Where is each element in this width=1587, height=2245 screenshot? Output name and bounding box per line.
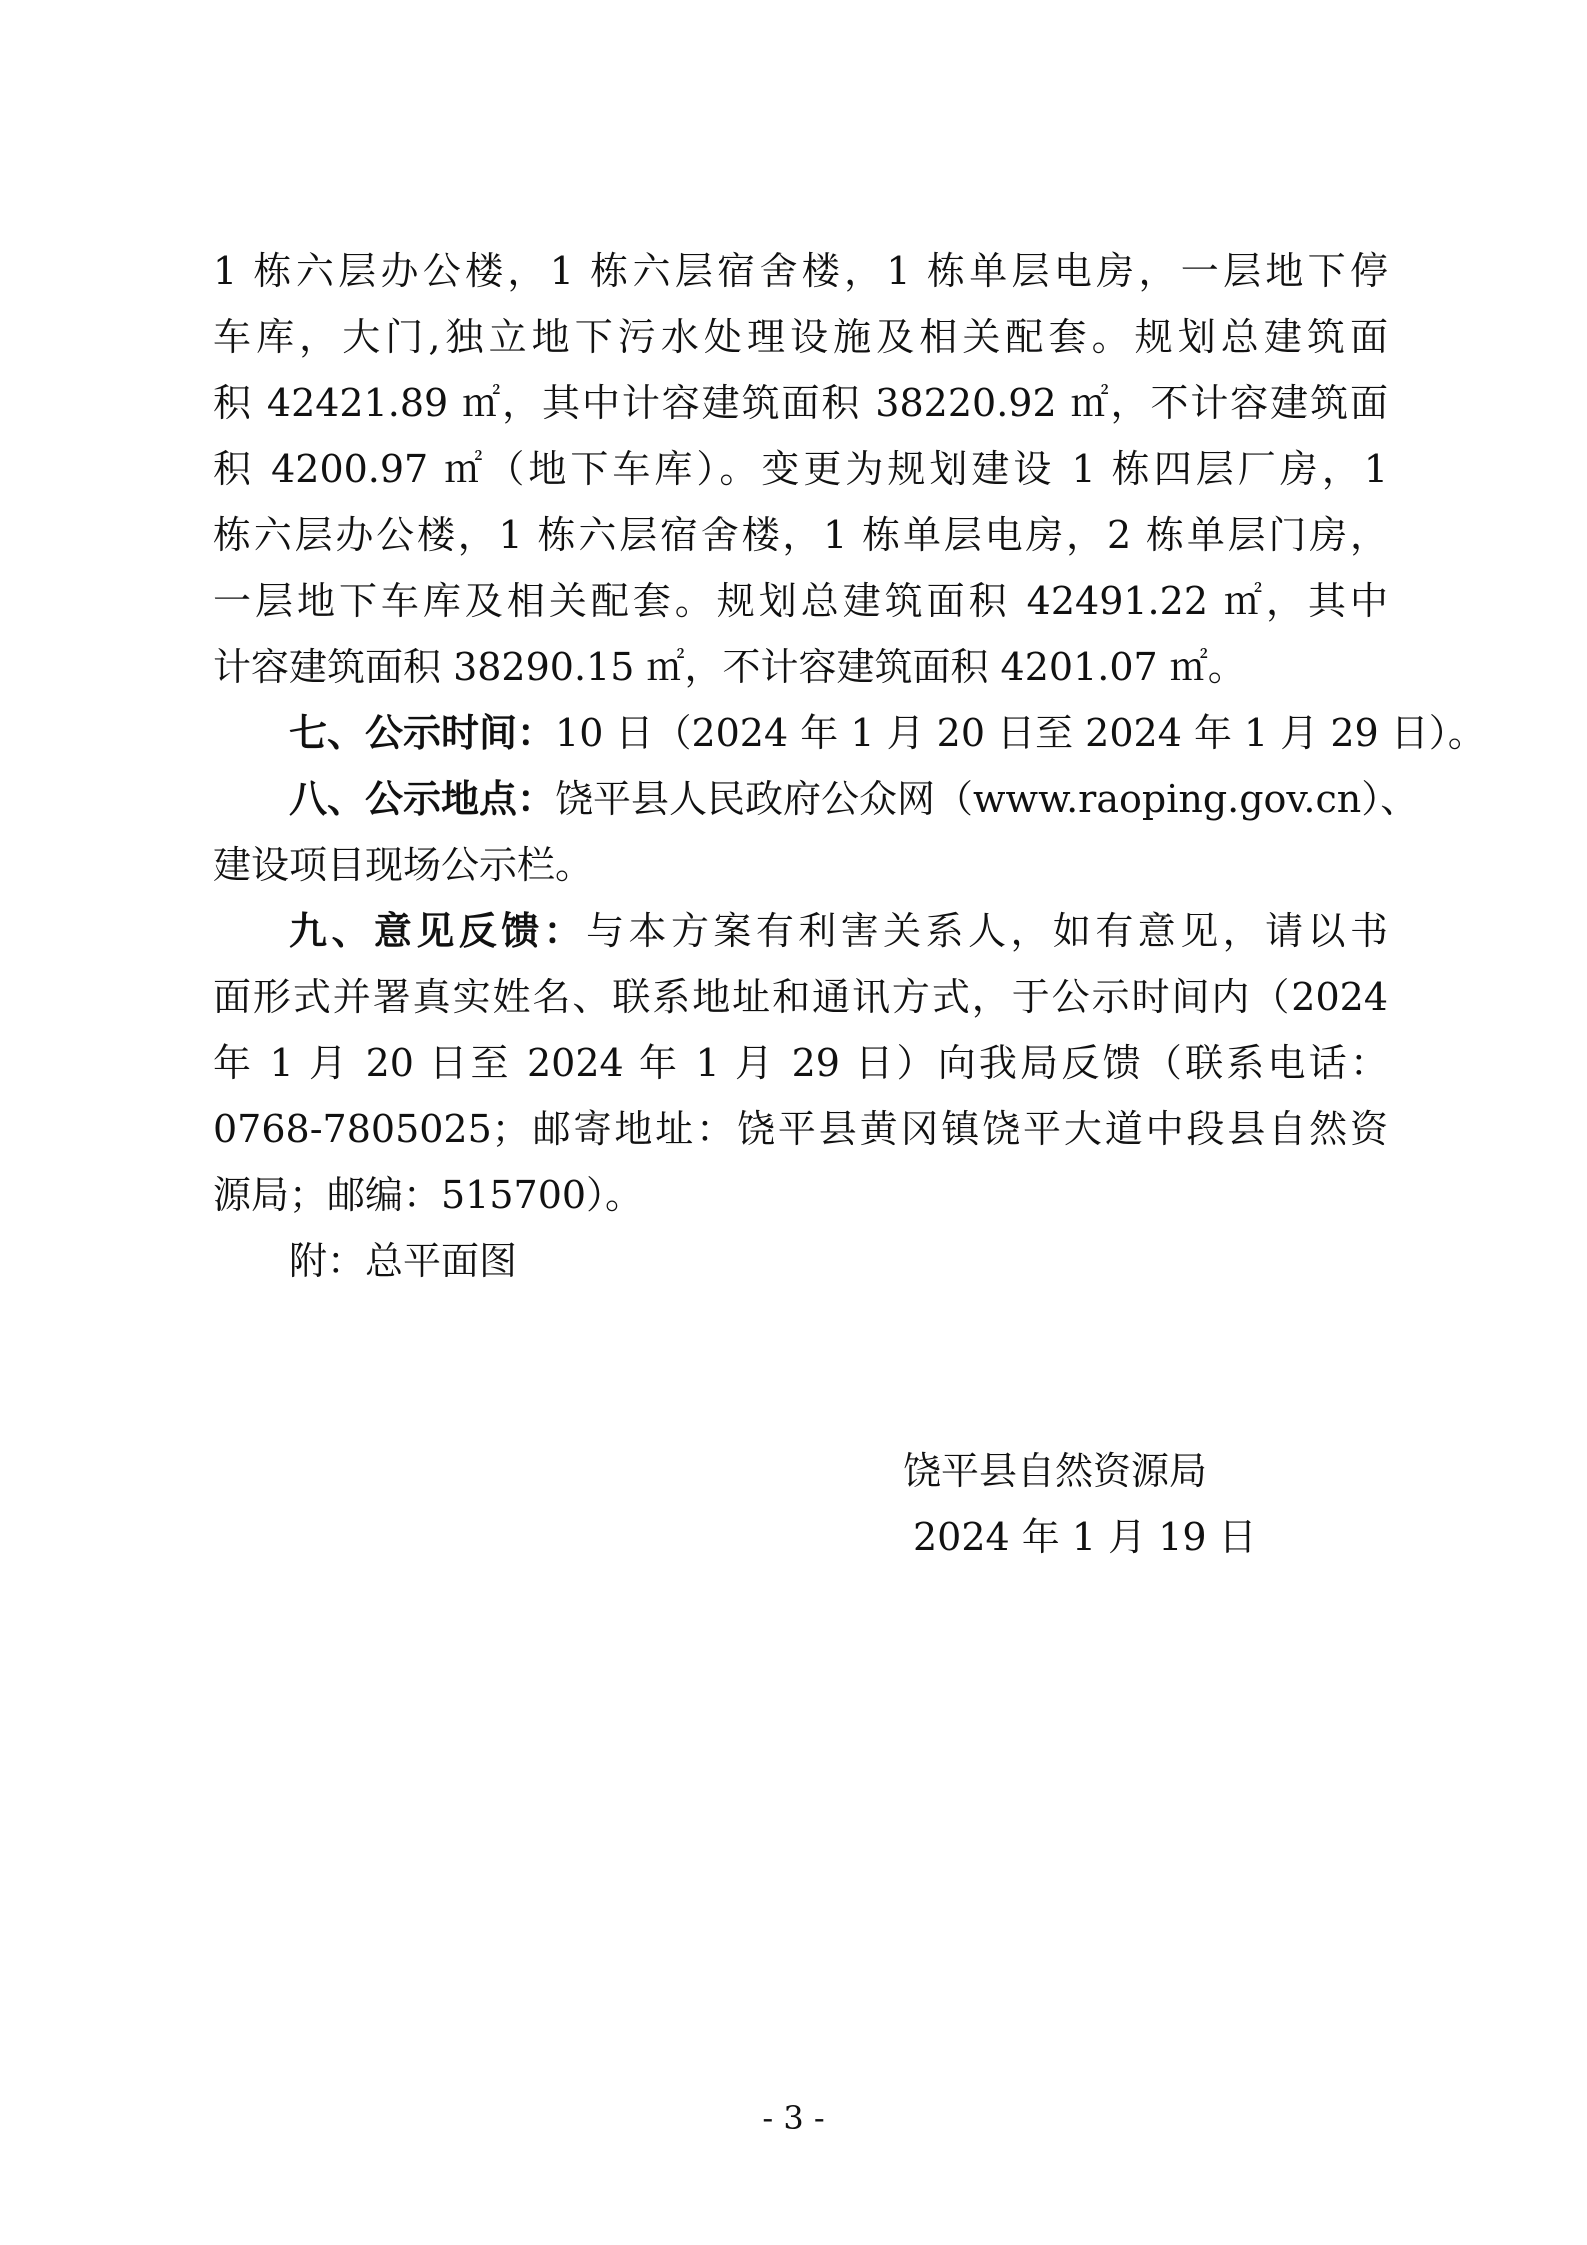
item-label: 九、意见反馈： xyxy=(289,908,587,953)
paragraph-line: 计容建筑面积 38290.15 ㎡，不计容建筑面积 4201.07 ㎡。 xyxy=(213,645,1246,689)
attachment-note: 附：总平面图 xyxy=(289,1239,518,1283)
signature-block xyxy=(0,1438,1587,1570)
item-label: 八、公示地点： xyxy=(289,776,556,821)
item-text: 10 日（2024 年 1 月 20 日至 2024 年 1 月 29 日）。 xyxy=(555,711,1486,755)
item-publicity-location xyxy=(213,766,1419,832)
item-feedback xyxy=(213,898,1388,964)
paragraph-line: 1 栋六层办公楼，1 栋六层宿舍楼，1 栋单层电房，一层地下停 xyxy=(213,249,1388,293)
signature-organization: 饶平县自然资源局 xyxy=(903,1449,1208,1493)
page-number: - 3 - xyxy=(762,2099,825,2137)
item-text: 与本方案有利害关系人，如有意见，请以书 xyxy=(586,909,1388,953)
paragraph-line: 面形式并署真实姓名、联系地址和通讯方式，于公示时间内（2024 xyxy=(213,975,1388,1019)
paragraph-line: 建设项目现场公示栏。 xyxy=(213,843,594,887)
signature-date: 2024 年 1 月 19 日 xyxy=(913,1515,1257,1559)
paragraph-line: 一层地下车库及相关配套。规划总建筑面积 42491.22 ㎡，其中 xyxy=(213,579,1388,623)
document-body xyxy=(213,238,1486,1294)
item-publicity-time xyxy=(213,700,1486,766)
item-label: 七、公示时间： xyxy=(289,710,556,755)
paragraph-line: 0768-7805025；邮寄地址：饶平县黄冈镇饶平大道中段县自然资 xyxy=(213,1107,1388,1151)
paragraph-line: 年 1 月 20 日至 2024 年 1 月 29 日）向我局反馈（联系电话： xyxy=(213,1041,1388,1085)
paragraph-line: 车库，大门,独立地下污水处理设施及相关配套。规划总建筑面 xyxy=(213,315,1388,359)
item-text: 饶平县人民政府公众网（www.raoping.gov.cn）、 xyxy=(555,777,1419,821)
paragraph-line: 积 4200.97 ㎡（地下车库）。变更为规划建设 1 栋四层厂房，1 xyxy=(213,447,1388,491)
paragraph-line: 源局；邮编：515700）。 xyxy=(213,1173,644,1217)
paragraph-line: 栋六层办公楼，1 栋六层宿舍楼，1 栋单层电房，2 栋单层门房， xyxy=(213,513,1388,557)
paragraph-line: 积 42421.89 ㎡，其中计容建筑面积 38220.92 ㎡，不计容建筑面 xyxy=(213,381,1388,425)
